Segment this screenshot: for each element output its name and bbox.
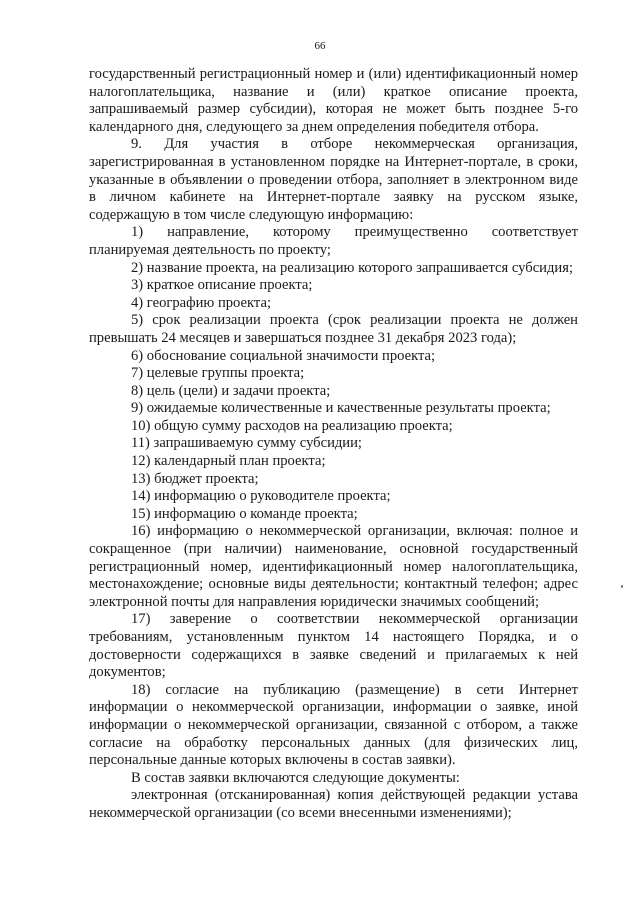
- list-item-12: 12) календарный план проекта;: [131, 453, 326, 470]
- list-item-14: 14) информацию о руководителе проекта;: [131, 488, 391, 505]
- list-item-3: 3) краткое описание проекта;: [131, 277, 313, 294]
- list-item-16: 16) информацию о некоммерческой организации, включая: полное и сокращенное (при наличии) наименование, основной государственный регистрационный номер, идентификационный номер налогоплательщика, местонахождение; основные виды деятельности; контактный телефон; адрес электронной почты для направления юридически значимых сообщений;: [89, 523, 578, 610]
- list-item-18: 18) согласие на публикацию (размещение) в сети Интернет информации о некоммерческой организации, информации о заявке, иной информации о некоммерческой организации, связанной с отбором, а также согласие на обработку персональных данных (для физических лиц, персональные данные которых включены в состав заявки).: [89, 681, 578, 769]
- paragraph-clause-9: 9. Для участия в отборе некоммерческая организация, зарегистрированная в установленном порядке на Интернет-портале, в сроки, указанные в объявлении о проведении отбора, заполняет в электронном виде в личном кабинете на Интернет-портале заявку на русском языке, содержащую в том числе следующую информацию:: [89, 136, 578, 223]
- list-item-15: 15) информацию о команде проекта;: [131, 505, 358, 522]
- paragraph-continuation: государственный регистрационный номер и (или) идентификационный номер налогоплательщика, название и (или) краткое описание проекта, запрашиваемый размер субсидии), которая не может быть позднее 5-го календарного дня, следующего за днем определения победителя отбора.: [89, 66, 578, 135]
- list-item-7: 7) целевые группы проекта;: [131, 365, 305, 382]
- scan-speck: [621, 585, 623, 588]
- list-item-5: 5) срок реализации проекта (срок реализации проекта не должен превышать 24 месяцев и завершаться позднее 31 декабря 2023 года);: [89, 312, 578, 346]
- documents-intro: В состав заявки включаются следующие документы:: [131, 769, 460, 786]
- list-item-11: 11) запрашиваемую сумму субсидии;: [131, 435, 362, 452]
- document-body: [89, 66, 578, 823]
- list-item-4: 4) географию проекта;: [131, 294, 271, 311]
- list-item-1: 1) направление, которому преимущественно соответствует планируемая деятельность по проекту;: [89, 224, 578, 258]
- documents-item-charter: электронная (отсканированная) копия действующей редакции устава некоммерческой организации (со всеми внесенными изменениями);: [89, 787, 578, 821]
- list-item-13: 13) бюджет проекта;: [131, 470, 259, 487]
- list-item-8: 8) цель (цели) и задачи проекта;: [131, 382, 331, 399]
- list-item-9: 9) ожидаемые количественные и качественные результаты проекта;: [131, 400, 551, 417]
- list-item-2: 2) название проекта, на реализацию которого запрашивается субсидия;: [131, 259, 573, 276]
- list-item-6: 6) обоснование социальной значимости проекта;: [131, 347, 436, 364]
- list-item-17: 17) заверение о соответствии некоммерческой организации требованиям, установленным пунктом 14 настоящего Порядка, и о достоверности содержащихся в заявке сведений и прилагаемых к ней документов;: [89, 611, 578, 681]
- page-number: 66: [314, 40, 326, 52]
- list-item-10: 10) общую сумму расходов на реализацию проекта;: [131, 417, 453, 434]
